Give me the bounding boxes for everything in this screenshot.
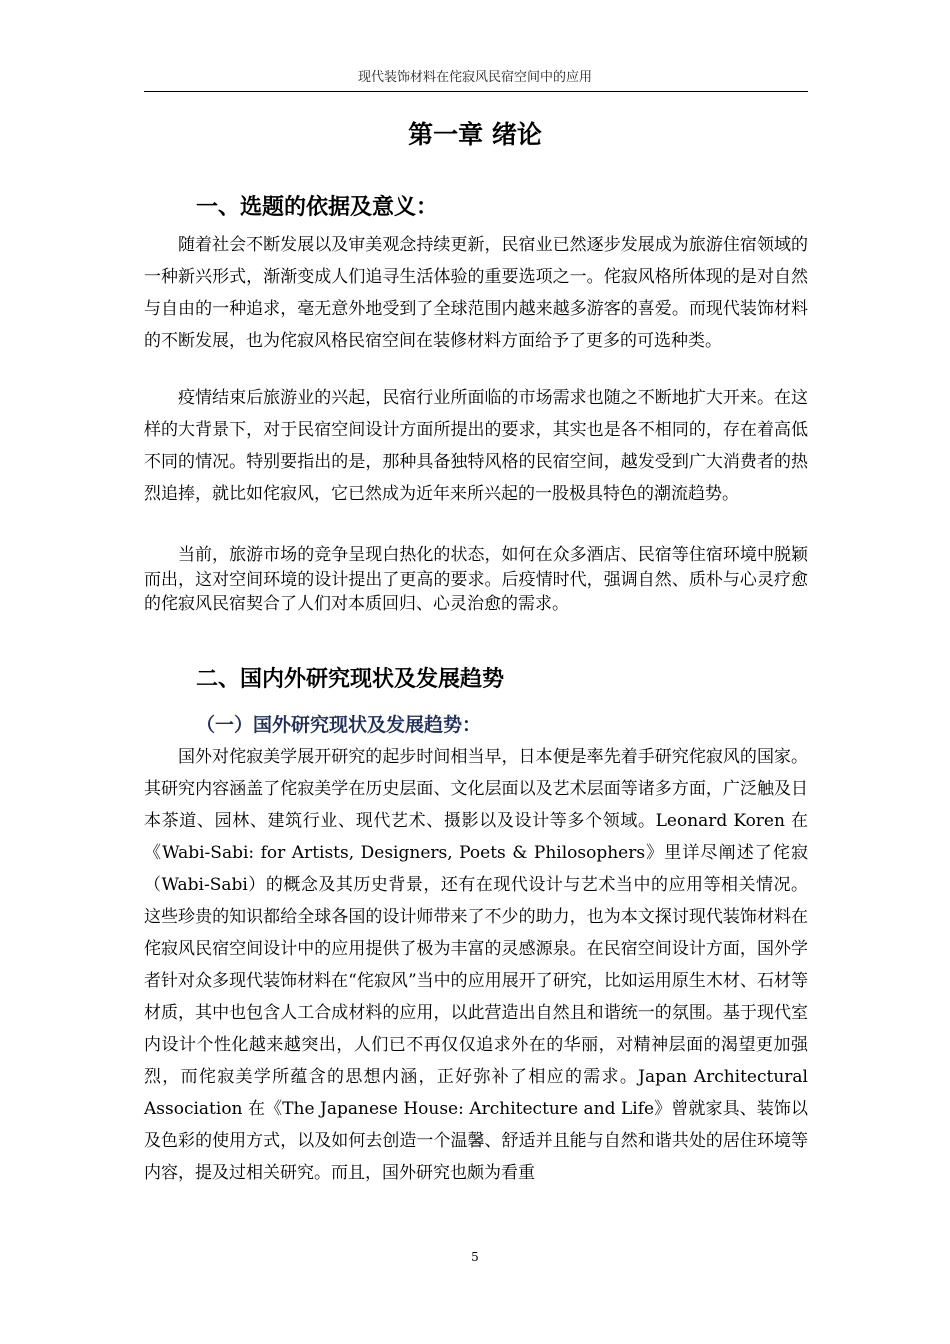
running-header: 现代装饰材料在侘寂风民宿空间中的应用 <box>357 70 592 85</box>
section-heading-2: 二、国内外研究现状及发展趋势 <box>196 667 505 692</box>
paragraph-3: 当前，旅游市场的竞争呈现白热化的状态，如何在众多酒店、民宿等住宿环境中脱颖而出，这对空间环境的设计提出了更高的要求。后疫情时代，强调自然、质朴与心灵疗愈的侘寂风民宿契合了人们对本质回归、心灵治愈的需求。 <box>144 545 808 614</box>
subsection-heading: （一）国外研究现状及发展趋势： <box>196 714 482 736</box>
paragraph-4: 国外对侘寂美学展开研究的起步时间相当早，日本便是率先着手研究侘寂风的国家。其研究内容涵盖了侘寂美学在历史层面、文化层面以及艺术层面等诸多方面，广泛触及日本茶道、园林、建筑行业、现代艺术、摄影以及设计等多个领域。Leonard Koren 在《Wabi-Sabi: for Artists, Designers, Poets & Philosophers》里详尽阐述了侘寂（Wabi-Sabi）的概念及其历史背景，还有在现代设计与艺术当中的应用等相关情况。这些珍贵的知识都给全球各国的设计师带来了不少的助力，也为本文探讨现代装饰材料在侘寂风民宿空间设计中的应用提供了极为丰富的灵感源泉。在民宿空间设计方面，国外学者针对众多现代装饰材料在“侘寂风”当中的应用展开了研究，比如运用原生木材、石材等材质，其中也包含人工合成材料的应用，以此营造出自然且和谐统一的氛围。基于现代室内设计个性化越来越突出，人们已不再仅仅追求外在的华丽，对精神层面的渴望更加强烈，而侘寂美学所蕴含的思想内涵，正好弥补了相应的需求。Japan Architectural Association 在《The Japanese House: Architecture and Life》曾就家具、装饰以及色彩的使用方式，以及如何去创造一个温馨、舒适并且能与自然和谐共处的居住环境等内容，提及过相关研究。而且，国外研究也颇为看重 <box>144 747 808 1183</box>
header-divider <box>144 91 808 92</box>
chapter-title: 第一章 绪论 <box>408 120 542 149</box>
page-number: 5 <box>471 1250 479 1264</box>
section-heading-1: 一、选题的依据及意义： <box>196 195 439 220</box>
paragraph-2: 疫情结束后旅游业的兴起，民宿行业所面临的市场需求也随之不断地扩大开来。在这样的大背景下，对于民宿空间设计方面所提出的要求，其实也是各不相同的，存在着高低不同的情况。特别要指出的是，那种具备独特风格的民宿空间，越发受到广大消费者的热烈追捧，就比如侘寂风，它已然成为近年来所兴起的一股极具特色的潮流趋势。 <box>144 388 808 504</box>
paragraph-1: 随着社会不断发展以及审美观念持续更新，民宿业已然逐步发展成为旅游住宿领域的一种新兴形式，渐渐变成人们追寻生活体验的重要选项之一。侘寂风格所体现的是对自然与自由的一种追求，毫无意外地受到了全球范围内越来越多游客的喜爱。而现代装饰材料的不断发展，也为侘寂风格民宿空间在装修材料方面给予了更多的可选种类。 <box>144 235 808 351</box>
